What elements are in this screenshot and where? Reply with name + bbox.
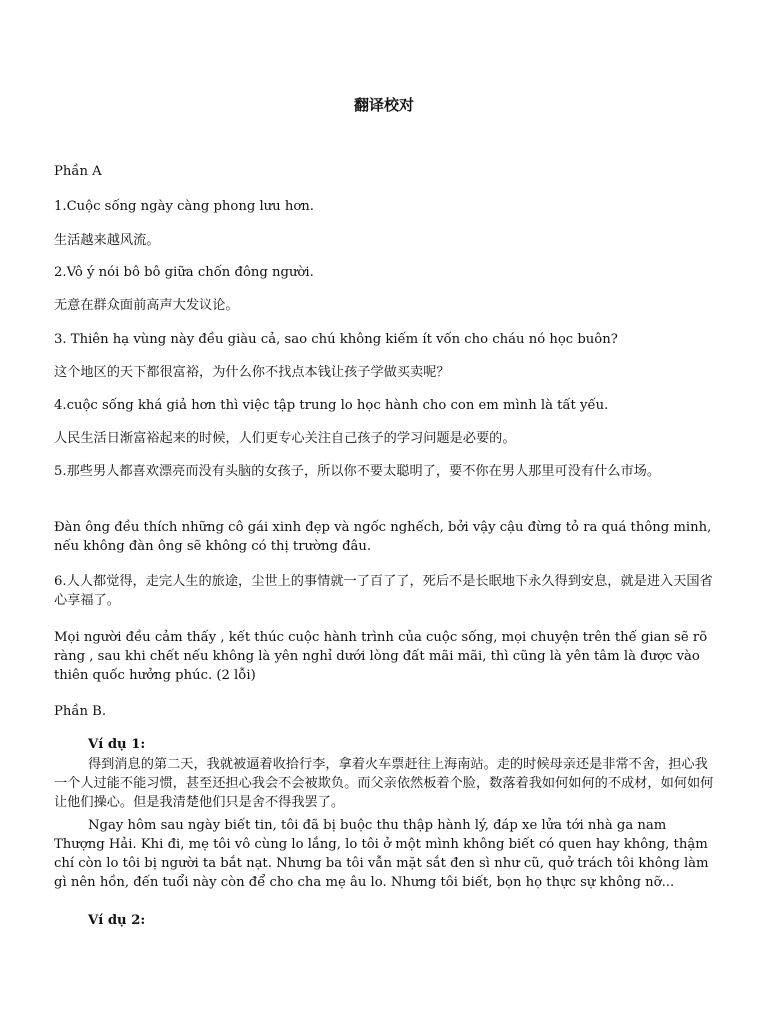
example-1-chinese: 得到消息的第二天，我就被逼着收拾行李，拿着火车票赶往上海南站。走的时候母亲还是非常不舍，担心我一个人过能不能习惯，甚至还担心我会不会被欺负。而父亲依然板着个脸，数落着我如何如何的不成材，如何如何让他们操心。但是我清楚他们只是舍不得我罢了。: [54, 757, 714, 810]
item-5-source: 5.那些男人都喜欢漂亮而没有头脑的女孩子，所以你不要太聪明了，要不你在男人那里可没有什么市场。: [54, 464, 661, 479]
part-a-label: Phần A: [54, 164, 102, 179]
item-4-source: 4.cuộc sống khá giả hơn thì việc tập trung lo học hành cho con em mình là tất yếu.: [54, 398, 609, 413]
item-6-translation: Mọi người đều cảm thấy , kết thúc cuộc hành trình của cuộc sống, mọi chuyện trên thế gian sẽ rõ ràng , sau khi chết nếu không là yên nghỉ dưới lòng đất mãi mãi, thì cũng là yên tâm là được vào thiên quốc hưởng phúc. (2 lỗi): [54, 630, 708, 683]
example-1-heading: Ví dụ 1:: [88, 737, 146, 752]
item-1-source: 1.Cuộc sống ngày càng phong lưu hơn.: [54, 199, 314, 214]
item-4-translation: 人民生活日渐富裕起来的时候，人们更专心关注自己孩子的学习问题是必要的。: [54, 431, 516, 446]
document-title: 翻译校对: [353, 96, 414, 114]
item-3-source: 3. Thiên hạ vùng này đều giàu cả, sao chú không kiếm ít vốn cho cháu nó học buôn?: [54, 332, 618, 347]
part-b-label: Phần B.: [54, 704, 107, 719]
example-2-heading: Ví dụ 2:: [88, 913, 146, 928]
item-1-translation: 生活越来越风流。: [54, 233, 160, 248]
item-5-translation: Đàn ông đều thích những cô gái xinh đẹp và ngốc nghếch, bởi vậy cậu đừng tỏ ra quá thông minh, nếu không đàn ông sẽ không có thị trường đâu.: [54, 520, 712, 554]
example-1-vietnamese: Ngay hôm sau ngày biết tin, tôi đã bị buộc thu thập hành lý, đáp xe lửa tới nhà ga nam Thượng Hải. Khi đi, mẹ tôi vô cùng lo lắng, lo tôi ở một mình không biết có quen hay không, thậm chí còn lo tôi bị người ta bắt nạt. Nhưng ba tôi vẫn mặt sắt đen sì như cũ, quở trách tôi không làm gì nên hồn, đến tuổi này còn để cho cha mẹ âu lo. Nhưng tôi biết, bọn họ thực sự không nỡ...: [54, 818, 709, 890]
item-6-source: 6.人人都觉得，走完人生的旅途，尘世上的事情就一了百了了，死后不是长眠地下永久得到安息，就是进入天国省心享福了。: [54, 574, 713, 608]
item-2-source: 2.Vô ý nói bô bô giữa chốn đông người.: [54, 265, 314, 280]
item-3-translation: 这个地区的天下都很富裕，为什么你不找点本钱让孩子学做买卖呢？: [54, 365, 450, 380]
item-2-translation: 无意在群众面前高声大发议论。: [54, 298, 239, 313]
